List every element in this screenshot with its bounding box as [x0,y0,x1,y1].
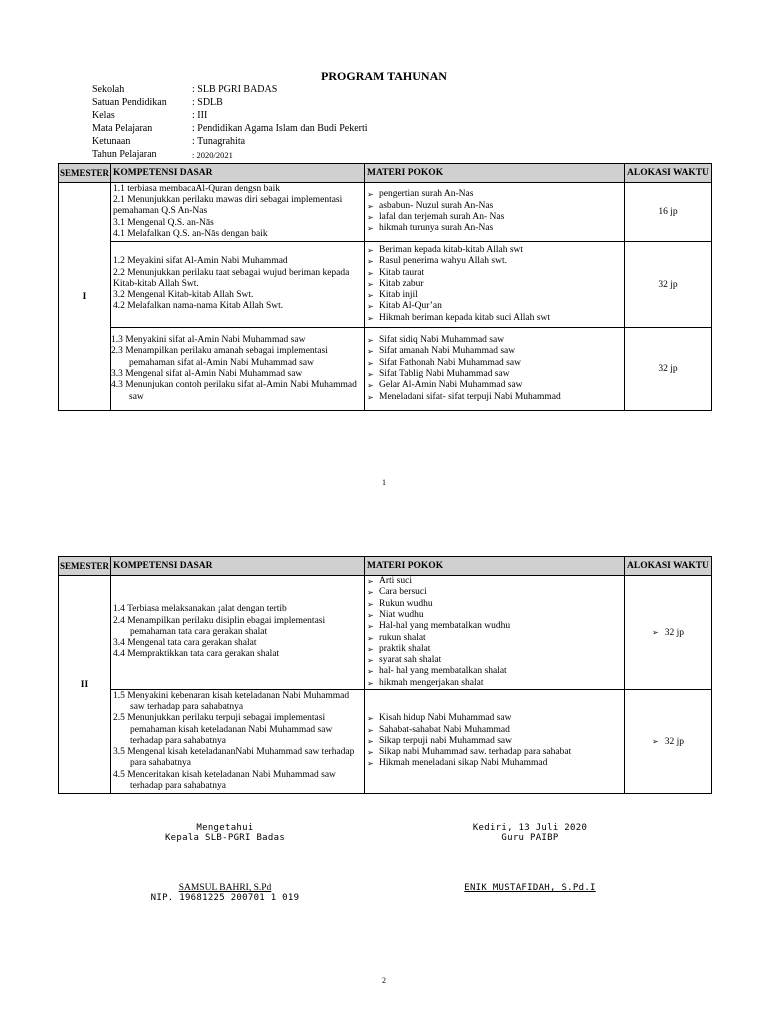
table-row [59,576,712,690]
materi-pokok-item [367,313,622,324]
materi-pokok-item [367,279,622,290]
info-value: : Pendidikan Agama Islam dan Budi Pekerti [192,122,368,134]
table-row [59,183,712,242]
materi-pokok-item [367,189,622,200]
arrow-bullet-icon: ➢ [367,577,374,587]
annual-program-table-semester-2 [58,556,712,794]
info-row-year [92,149,368,162]
arrow-bullet-icon: ➢ [367,313,374,323]
materi-pokok-text: Hal-hal yang membatalkan wudhu [379,621,511,632]
materi-pokok-item [367,736,622,747]
semester-cell: II [59,576,111,794]
materi-pokok-item [367,392,622,403]
materi-pokok-cell [365,183,625,242]
info-row-class [92,110,368,123]
materi-pokok-text: Sahabat-sahabat Nabi Muhammad [379,724,510,735]
arrow-bullet-icon: ➢ [367,725,374,735]
arrow-bullet-icon: ➢ [367,381,374,391]
materi-pokok-text: Sifat Fathonah Nabi Muhammad saw [379,357,521,368]
arrow-bullet-icon: ➢ [367,245,374,255]
materi-pokok-text: Kitab Al-Qur’an [379,301,442,312]
materi-pokok-item [367,610,622,621]
arrow-bullet-icon: ➢ [367,291,374,301]
arrow-bullet-icon: ➢ [367,392,374,402]
kompetensi-dasar-item: 4.4 Mempraktikkan tata cara gerakan shalat [113,649,280,660]
alokasi-waktu-value: 32 jp [664,627,684,638]
arrow-bullet-icon: ➢ [367,610,374,620]
materi-pokok-item [367,576,622,587]
header-kompetensi-dasar: KOMPETENSI DASAR [111,557,365,576]
materi-pokok-item [367,758,622,769]
materi-pokok-item [367,301,622,312]
kompetensi-dasar-item: 3.1 Mengenal Q.S. an-Nās [113,217,214,228]
signature-left [145,823,305,903]
alokasi-waktu-cell [625,242,712,328]
info-row-school [92,84,368,97]
materi-pokok-text: Sifat sidiq Nabi Muhammad saw [379,335,505,346]
kompetensi-dasar-cell [111,690,365,794]
materi-pokok-text: Arti suci [379,576,412,587]
materi-pokok-item [367,587,622,598]
materi-pokok-text: Rasul penerima wahyu Allah swt. [379,256,507,267]
kompetensi-dasar-item: 1.3 Menyakini sifat al-Amin Nabi Muhammad saw [111,335,306,346]
header-materi-pokok: MATERI POKOK [365,557,625,576]
kompetensi-dasar-item: 1.5 Menyakini kebenaran kisah keteladanan Nabi Muhammad saw terhadap para sahabatnya [113,690,350,712]
materi-pokok-text: Kitab zabur [379,278,424,289]
materi-pokok-text: Sifat Tablig Nabi Muhammad saw [379,369,510,379]
materi-pokok-text: Niat wudhu [379,609,424,620]
arrow-bullet-icon: ➢ [367,347,374,357]
materi-pokok-item [367,358,622,369]
materi-pokok-text: praktik shalat [379,643,431,654]
materi-pokok-item [367,380,622,391]
materi-pokok-item [367,644,622,655]
signature-right-line2: Guru PAIBP [501,833,559,843]
kompetensi-dasar-cell [111,183,365,242]
materi-pokok-item [367,256,622,267]
kompetensi-dasar-item: 2.3 Menampilkan perilaku amanah sebagai implementasi pemahaman sifat al-Amin Nabi Muhammad saw [111,346,328,368]
materi-pokok-item [367,621,622,632]
table-row [59,690,712,794]
info-label: Kelas [92,109,115,121]
signature-left-nip: NIP. 19681225 200701 1 019 [150,893,300,903]
alokasi-waktu-cell [625,183,712,242]
materi-pokok-item [367,201,622,212]
identity-block [92,84,368,161]
materi-pokok-list [367,245,622,324]
arrow-bullet-icon: ➢ [367,748,374,758]
arrow-bullet-icon: ➢ [367,759,374,769]
materi-pokok-item [367,223,622,234]
info-label: Tahun Pelajaran [92,148,157,160]
info-label: Sekolah [92,84,125,95]
materi-pokok-item [367,633,622,644]
materi-pokok-list [367,189,622,234]
header-semester: SEMESTER [59,164,111,183]
arrow-bullet-icon: ➢ [367,678,374,688]
materi-pokok-text: Gelar Al-Amin Nabi Muhammad saw [379,380,523,391]
table-header-row [59,557,712,576]
annual-program-table-semester-1 [58,163,712,411]
table-row [59,328,712,411]
info-value: : Tunagrahita [192,135,246,147]
kompetensi-dasar-item: 1.4 Terbiasa melaksanakan ¡alat dengan tertib [113,604,287,615]
arrow-bullet-icon: ➢ [367,656,374,666]
materi-pokok-text: lafal dan terjemah surah An- Nas [379,212,505,222]
header-alokasi-waktu: ALOKASI WAKTU [625,164,712,183]
materi-pokok-item [367,666,622,677]
kompetensi-dasar-item: 3.5 Mengenal kisah keteladananNabi Muhammad saw terhadap para sahabatnya [113,747,355,769]
kompetensi-dasar-item: 4.3 Menunjukan contoh perilaku sifat al-Amin Nabi Muhammad saw [111,380,357,402]
kompetensi-dasar-item: 2.4 Menampilkan perilaku disiplin ebagai implementasi pemahaman tata cara gerakan shalat [113,615,326,637]
kompetensi-dasar-item: 4.5 Menceritakan kisah keteladanan Nabi Muhammad saw terhadap para sahabatnya [113,769,336,792]
materi-pokok-text: hikmah mengerjakan shalat [379,677,484,688]
kompetensi-dasar-cell [111,328,365,411]
signature-right-line1: Kediri, 13 Juli 2020 [472,823,588,833]
info-value: : III [192,109,208,121]
signature-right [445,823,615,893]
info-row-disability [92,136,368,149]
signature-left-line2: Kepala SLB-PGRI Badas [164,833,286,843]
materi-pokok-cell [365,690,625,794]
header-kompetensi-dasar: KOMPETENSI DASAR [111,164,365,183]
materi-pokok-text: hikmah turunya surah An-Nas [379,223,494,234]
kompetensi-dasar-item: 2.2 Menunjukkan perilaku taat sebagai wujud beriman kepada Kitab-kitab Allah Swt. [113,267,350,289]
arrow-bullet-icon: ➢ [367,213,374,222]
materi-pokok-list [367,335,622,403]
arrow-bullet-icon: ➢ [367,370,374,379]
materi-pokok-text: pengertian surah An-Nas [379,189,474,200]
arrow-bullet-icon: ➢ [367,714,374,724]
kompetensi-dasar-item: 3.3 Mengenal sifat al-Amin Nabi Muhammad saw [111,369,303,379]
arrow-bullet-icon: ➢ [367,190,374,200]
materi-pokok-item [367,268,622,279]
kompetensi-dasar-cell [111,242,365,328]
materi-pokok-text: Rukun wudhu [379,598,433,609]
semester-cell: I [59,183,111,411]
materi-pokok-item [367,713,622,724]
materi-pokok-text: Sikap terpuji nabi Muhammad saw [379,735,512,746]
materi-pokok-text: Sikap nabi Muhammad saw. terhadap para sahabat [379,747,572,758]
alokasi-waktu-value: 32 jp [658,364,678,374]
info-row-unit [92,97,368,110]
materi-pokok-cell [365,328,625,411]
materi-pokok-list [367,576,622,689]
materi-pokok-text: Kisah hidup Nabi Muhammad saw [379,713,512,724]
arrow-bullet-icon: ➢ [367,268,374,278]
materi-pokok-text: Hikmah beriman kepada kitab suci Allah swt [379,312,550,323]
alokasi-waktu-cell [625,690,712,794]
materi-pokok-text: Hikmah meneladani sikap Nabi Muhammad [379,758,548,769]
kompetensi-dasar-item: 3.4 Mengenal tata cara gerakan shalat [113,638,257,649]
arrow-bullet-icon: ➢ [367,302,374,312]
materi-pokok-text: Cara bersuci [379,587,427,598]
arrow-bullet-icon: ➢ [367,667,374,677]
kompetensi-dasar-item: 3.2 Mengenal Kitab-kitab Allah Swt. [113,290,254,301]
arrow-bullet-icon: ➢ [367,201,374,211]
arrow-bullet-icon: ➢ [367,257,374,267]
table-header-row [59,164,712,183]
alokasi-waktu-value: 32 jp [658,279,678,290]
arrow-bullet-icon: ➢ [367,358,374,368]
arrow-bullet-icon: ➢ [652,736,659,746]
arrow-bullet-icon: ➢ [367,736,374,746]
materi-pokok-cell [365,576,625,690]
alokasi-waktu-value: 32 jp [664,736,684,747]
materi-pokok-cell [365,242,625,328]
materi-pokok-text: syarat sah shalat [379,655,442,666]
alokasi-waktu-cell [625,576,712,690]
arrow-bullet-icon: ➢ [367,588,374,598]
kompetensi-dasar-cell [111,576,365,690]
kompetensi-dasar-item: 2.1 Menunjukkan perilaku mawas diri sebagai implementasi pemahaman Q.S An-Nas [113,195,343,217]
arrow-bullet-icon: ➢ [367,599,374,609]
arrow-bullet-icon: ➢ [367,644,374,654]
arrow-bullet-icon: ➢ [367,224,374,234]
materi-pokok-item [367,245,622,256]
info-row-subject [92,123,368,136]
info-value: : SDLB [192,96,223,108]
arrow-bullet-icon: ➢ [367,622,374,632]
signature-right-name: ENIK MUSTAFIDAH, S.Pd.I [464,883,596,893]
materi-pokok-text: asbabun- Nuzul surah An-Nas [379,200,494,211]
arrow-bullet-icon: ➢ [652,627,659,637]
materi-pokok-item [367,655,622,666]
alokasi-waktu-cell [625,328,712,411]
info-label: Mata Pelajaran [92,122,153,134]
kompetensi-dasar-item: 1.2 Meyakini sifat Al-Amin Nabi Muhammad [113,256,288,267]
materi-pokok-item [367,290,622,301]
header-semester: SEMESTER [59,557,111,576]
materi-pokok-item [367,678,622,689]
info-label: Satuan Pendidikan [92,96,167,108]
materi-pokok-item [367,212,622,223]
info-value: : 2020/2021 [192,149,233,160]
materi-pokok-text: Sifat amanah Nabi Muhammad saw [379,346,516,357]
info-value: : SLB PGRI BADAS [192,84,278,95]
materi-pokok-list [367,713,622,769]
materi-pokok-text: rukun shalat [379,632,426,643]
kompetensi-dasar-item: 4.1 Melafalkan Q.S. an-Nās dengan baik [113,228,268,239]
materi-pokok-text: Kitab injil [379,290,418,301]
materi-pokok-item [367,335,622,346]
document-title: PROGRAM TAHUNAN [321,69,447,83]
signature-left-name: SAMSUL BAHRI, S.Pd [178,883,272,893]
page-number: 1 [382,478,386,487]
arrow-bullet-icon: ➢ [367,336,374,346]
kompetensi-dasar-item: 1.1 terbiasa membacaAl-Quran dengsn baik [113,183,280,194]
materi-pokok-item [367,747,622,758]
table-row [59,242,712,328]
materi-pokok-text: Meneladani sifat- sifat terpuji Nabi Muhammad [379,391,561,402]
alokasi-waktu-value: 16 jp [658,207,678,217]
materi-pokok-item [367,346,622,357]
header-materi-pokok: MATERI POKOK [365,164,625,183]
materi-pokok-item [367,725,622,736]
arrow-bullet-icon: ➢ [367,633,374,643]
kompetensi-dasar-item: 4.2 Melafalkan nama-nama Kitab Allah Swt. [113,301,284,312]
materi-pokok-text: Kitab taurat [379,267,425,278]
materi-pokok-item [367,369,622,380]
kompetensi-dasar-item: 2.5 Menunjukkan perilaku terpuji sebagai implementasi pemahaman kisah keteladanan Nabi Muhammad saw terhadap para sahabatnya [113,713,333,746]
signature-left-line1: Mengetahui [196,823,254,833]
materi-pokok-item [367,599,622,610]
materi-pokok-text: hal- hal yang membatalkan shalat [379,666,507,677]
header-alokasi-waktu: ALOKASI WAKTU [625,557,712,576]
materi-pokok-text: Beriman kepada kitab-kitab Allah swt [379,244,524,255]
arrow-bullet-icon: ➢ [367,279,374,289]
page-number: 2 [382,976,386,985]
info-label: Ketunaan [92,135,131,147]
